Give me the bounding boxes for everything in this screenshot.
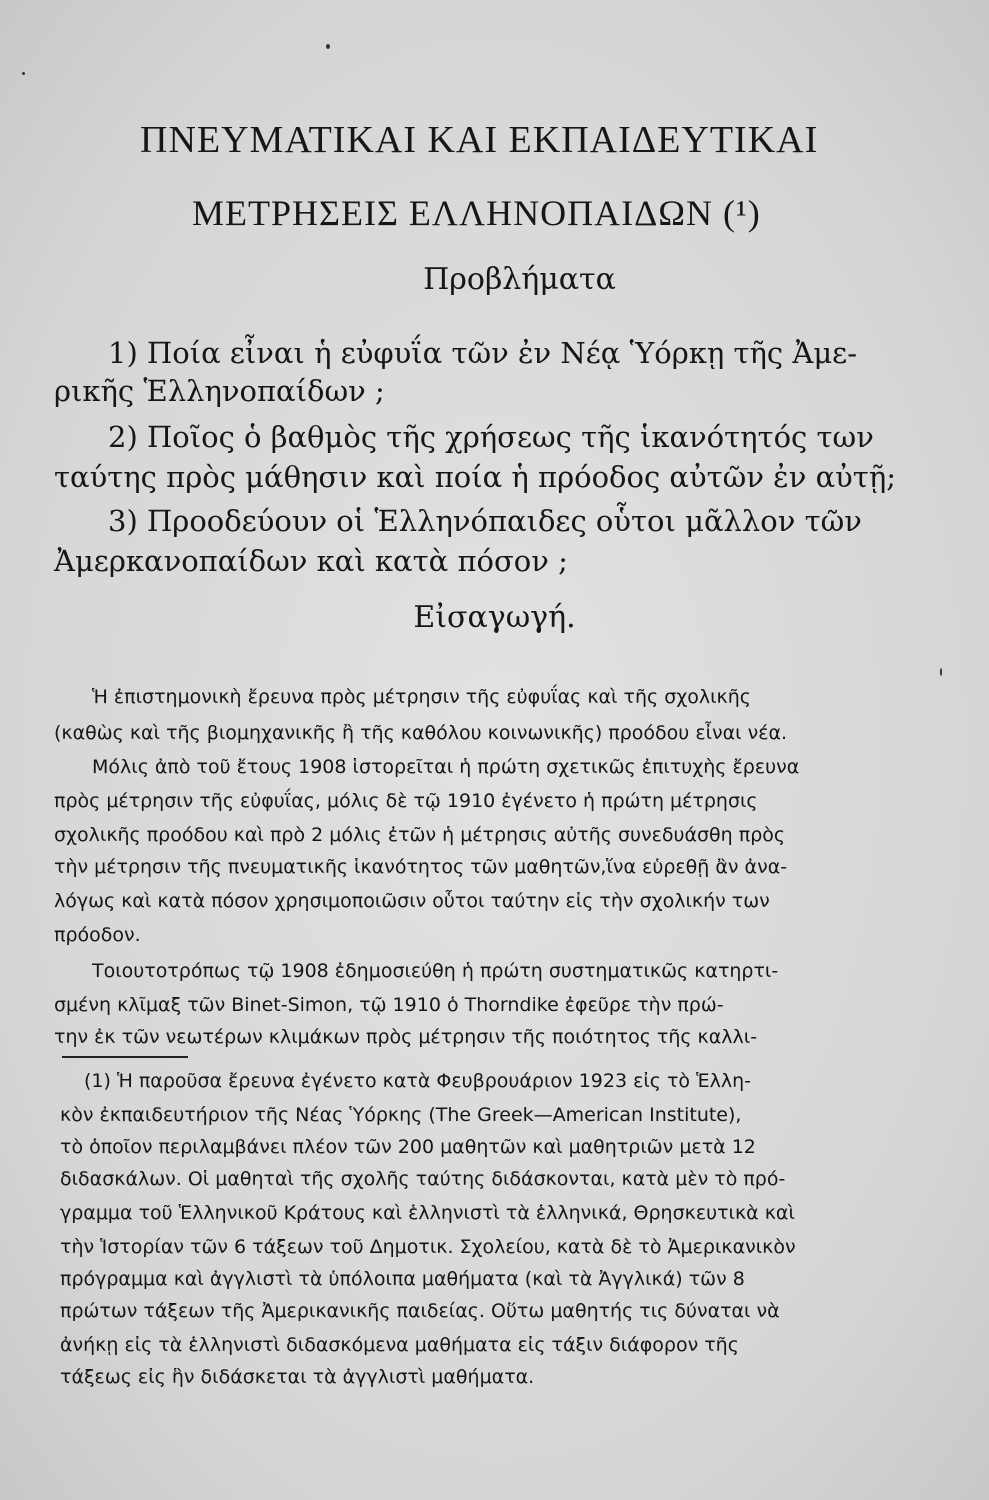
body-line: Μόλις ἀπὸ τοῦ ἔτους 1908 ἱστορεῖται ἡ πρώτη σχετικῶς ἐπιτυχὴς ἔρευνα <box>92 756 800 778</box>
print-speck <box>22 72 25 75</box>
problem-line: ταύτης πρὸς μάθησιν καὶ ποία ἡ πρόοδος αὐτῶν ἐν αὐτῇ; <box>54 460 896 494</box>
problem-line: 1) Ποία εἶναι ἡ εὐφυΐα τῶν ἐν Νέᾳ Ὑόρκῃ τῆς Ἀμε- <box>108 336 857 370</box>
problems-heading: Προβλήματα <box>423 262 616 297</box>
title-line-1: ΠΝΕΥΜΑΤΙΚΑΙ ΚΑΙ ΕΚΠΑΙΔΕΥΤΙΚΑΙ <box>140 119 819 161</box>
footnote-line: ἀνήκῃ εἰς τὰ ἑλληνιστὶ διδασκόμενα μαθήματα εἰς τάξιν διάφορον τῆς <box>60 1334 739 1356</box>
body-line: την ἐκ τῶν νεωτέρων κλιμάκων πρὸς μέτρησιν τῆς ποιότητος τῆς καλλι- <box>54 1026 758 1048</box>
body-line: Τοιουτοτρόπως τῷ 1908 ἐδημοσιεύθη ἡ πρώτη συστηματικῶς κατηρτι- <box>92 960 779 982</box>
footnote-line: (1) Ἡ παροῦσα ἔρευνα ἐγένετο κατὰ Φευβρουάριον 1923 εἰς τὸ Ἑλλη- <box>84 1070 751 1092</box>
body-line: πρόοδον. <box>54 924 141 946</box>
footnote-line: διδασκάλων. Οἱ μαθηταὶ τῆς σχολῆς ταύτης διδάσκονται, κατὰ μὲν τὸ πρό- <box>60 1168 786 1190</box>
problem-line: ρικῆς Ἑλληνοπαίδων ; <box>54 374 385 408</box>
footnote-line: τάξεως εἰς ἣν διδάσκεται τὰ ἀγγλιστὶ μαθήματα. <box>60 1366 535 1388</box>
body-line: πρὸς μέτρησιν τῆς εὐφυΐας, μόλις δὲ τῷ 1910 ἐγένετο ἡ πρώτη μέτρησις <box>54 790 758 812</box>
footnote-line: κὸν ἐκπαιδευτήριον τῆς Νέας Ὑόρκης (The Greek—American Institute), <box>60 1104 742 1126</box>
body-line: σχολικῆς προόδου καὶ πρὸ 2 μόλις ἐτῶν ἡ μέτρησις αὐτῆς συνεδυάσθη πρὸς <box>54 824 786 846</box>
print-speck <box>326 44 330 49</box>
title-line-2: ΜΕΤΡΗΣΕΙΣ ΕΛΛΗΝΟΠΑΙΔΩΝ (¹) <box>192 193 761 233</box>
problem-line: 3) Προοδεύουν οἱ Ἑλληνόπαιδες οὗτοι μᾶλλον τῶν <box>108 504 862 538</box>
introduction-heading: Εἰσαγωγή. <box>413 600 576 635</box>
body-line: (καθὼς καὶ τῆς βιομηχανικῆς ἢ τῆς καθόλου κοινωνικῆς) προόδου εἶναι νέα. <box>54 722 788 744</box>
footnote-line: γραμμα τοῦ Ἑλληνικοῦ Κράτους καὶ ἑλληνιστὶ τὰ ἑλληνικά, Θρησκευτικὰ καὶ <box>60 1202 795 1224</box>
print-speck <box>940 668 942 676</box>
footnote-line: πρώτων τάξεων τῆς Ἀμερικανικῆς παιδείας. Οὕτω μαθητής τις δύναται νὰ <box>60 1300 780 1322</box>
body-line: σμένη κλῖμαξ τῶν Binet-Simon, τῷ 1910 ὁ Thorndike ἐφεῦρε τὴν πρώ- <box>54 994 724 1016</box>
problem-line: 2) Ποῖος ὁ βαθμὸς τῆς χρήσεως τῆς ἱκανότητός των <box>108 420 874 454</box>
footnote-line: πρόγραμμα καὶ ἀγγλιστὶ τὰ ὑπόλοιπα μαθήματα (καὶ τὰ Ἀγγλικά) τῶν 8 <box>60 1268 745 1290</box>
footnote-line: τὴν Ἱστορίαν τῶν 6 τάξεων τοῦ Δημοτικ. Σχολείου, κατὰ δὲ τὸ Ἀμερικανικὸν <box>60 1236 796 1258</box>
body-line: λόγως καὶ κατὰ πόσον χρησιμοποιῶσιν οὗτοι ταύτην εἰς τὴν σχολικήν των <box>54 890 770 912</box>
body-line: τὴν μέτρησιν τῆς πνευματικῆς ἱκανότητος τῶν μαθητῶν,ἵνα εὑρεθῇ ἂν ἀνα- <box>54 856 788 878</box>
body-line: Ἡ ἐπιστημονικὴ ἔρευνα πρὸς μέτρησιν τῆς εὐφυΐας καὶ τῆς σχολικῆς <box>92 686 751 708</box>
footnote-divider <box>62 1056 188 1058</box>
footnote-line: τὸ ὁποῖον περιλαμβάνει πλέον τῶν 200 μαθητῶν καὶ μαθητριῶν μετὰ 12 <box>60 1136 756 1158</box>
problem-line: Ἀμερκανοπαίδων καὶ κατὰ πόσον ; <box>54 544 568 578</box>
